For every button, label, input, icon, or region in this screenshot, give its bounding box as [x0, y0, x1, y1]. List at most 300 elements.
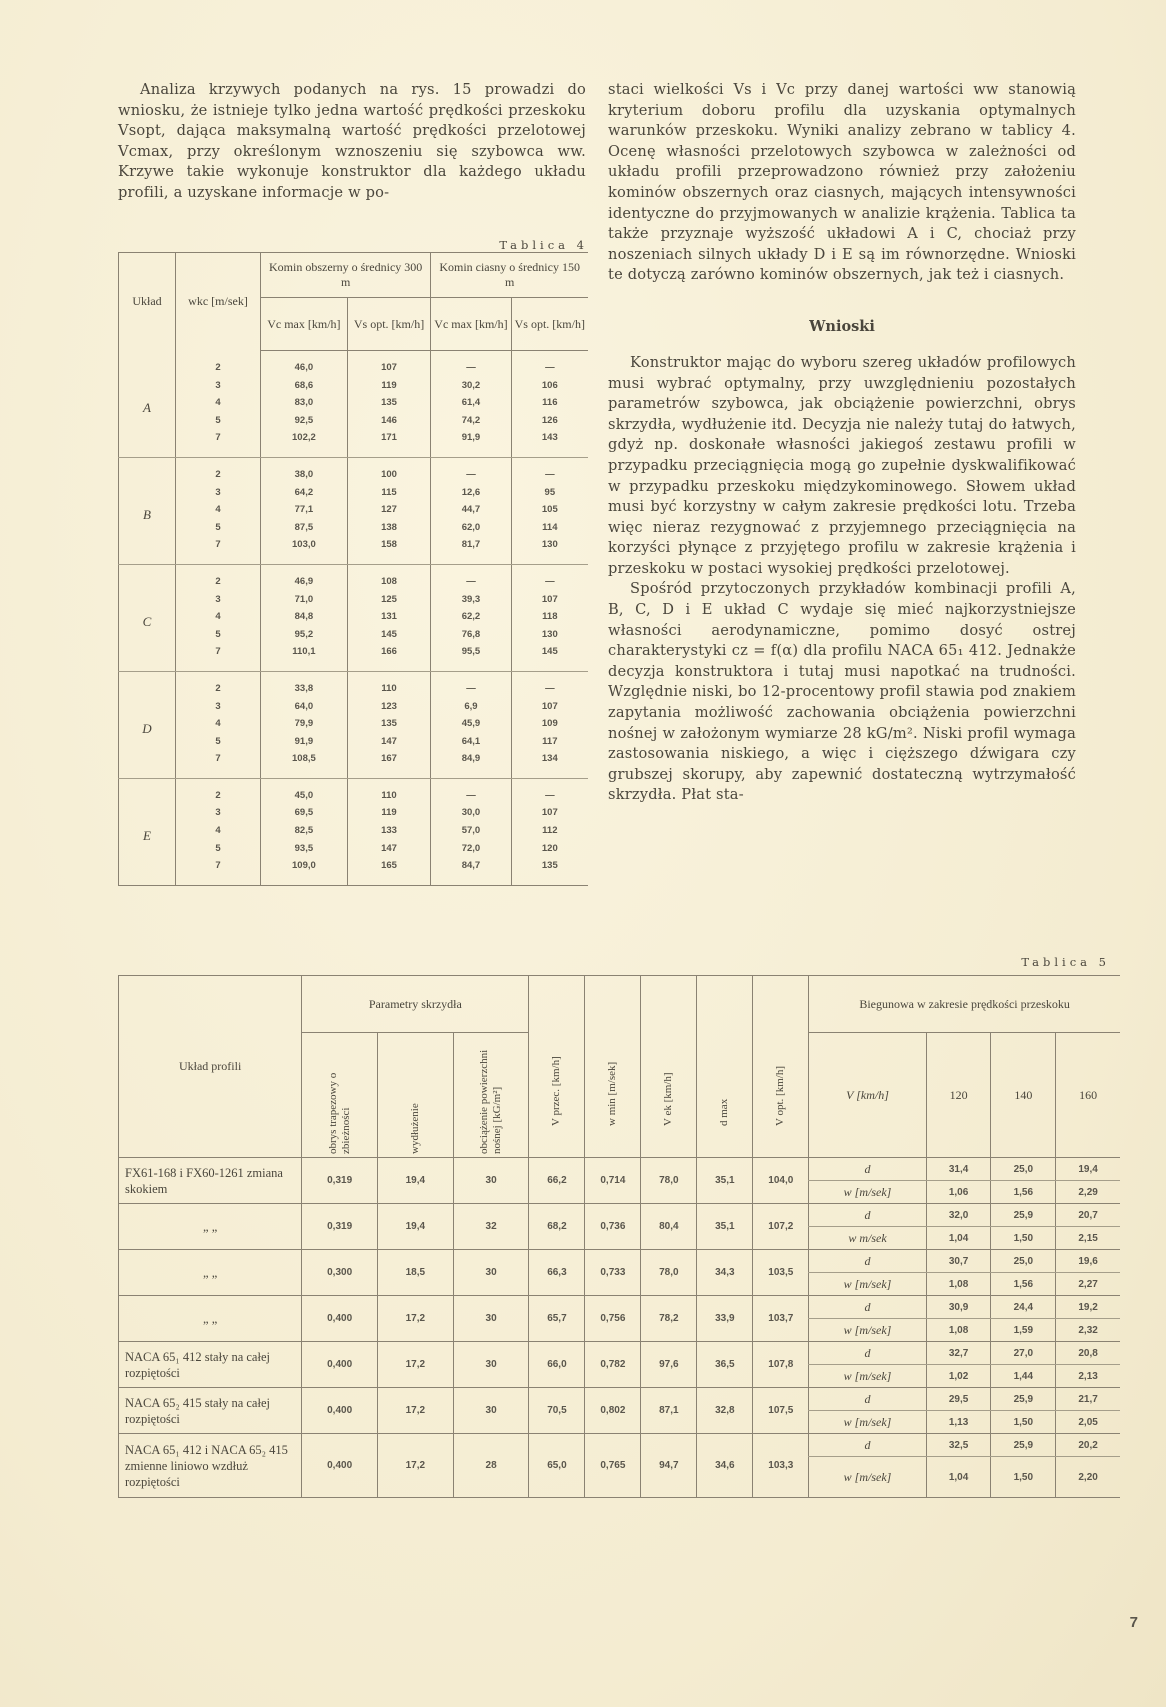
table-cell: 5	[176, 412, 261, 430]
table-cell: 108,5	[261, 750, 348, 778]
table-row	[119, 536, 589, 564]
table-cell: 166	[347, 643, 431, 671]
table-row	[119, 457, 589, 483]
profile-name: „ „	[119, 1296, 302, 1342]
w-value: 1,08	[926, 1319, 991, 1342]
cell-dmax: 34,3	[697, 1250, 753, 1296]
table-cell: 45,9	[431, 715, 511, 733]
header-biegunowa: Biegunowa w zakresie prędkości przeskoku	[809, 976, 1120, 1033]
table-cell: 81,7	[431, 536, 511, 564]
cell-wydl: 17,2	[378, 1342, 454, 1388]
table-cell: 84,9	[431, 750, 511, 778]
w-value: 2,29	[1056, 1181, 1120, 1204]
table-cell: 133	[347, 822, 431, 840]
right-column	[608, 80, 1076, 806]
header-wkc: wkc [m/sek]	[176, 253, 261, 351]
table-cell: 135	[511, 857, 588, 885]
w-value: 1,44	[991, 1365, 1056, 1388]
cell-obc: 32	[453, 1204, 529, 1250]
w-value: 1,50	[991, 1457, 1056, 1498]
table-cell: 143	[511, 429, 588, 457]
table-row	[119, 501, 589, 519]
table-cell: 92,5	[261, 412, 348, 430]
cell-obrys: 0,400	[302, 1342, 378, 1388]
d-label: d	[809, 1296, 926, 1319]
cell-vopt: 107,2	[753, 1204, 809, 1250]
table-cell: 6,9	[431, 698, 511, 716]
d-value: 25,9	[991, 1204, 1056, 1227]
section-title-wnioski: Wnioski	[809, 317, 875, 335]
header-speed-160: 160	[1056, 1033, 1120, 1158]
table-cell: 3	[176, 377, 261, 395]
table-cell: 3	[176, 698, 261, 716]
d-label: d	[809, 1204, 926, 1227]
table-row	[119, 778, 589, 804]
cell-obrys: 0,319	[302, 1158, 378, 1204]
group-label: B	[119, 457, 176, 564]
cell-vprzec: 66,3	[529, 1250, 585, 1296]
d-value: 21,7	[1056, 1388, 1120, 1411]
d-label: d	[809, 1250, 926, 1273]
cell-vprzec: 68,2	[529, 1204, 585, 1250]
cell-vek: 78,0	[641, 1250, 697, 1296]
table-cell: 95,5	[431, 643, 511, 671]
table-cell: 7	[176, 536, 261, 564]
table-row	[119, 715, 589, 733]
w-value: 1,59	[991, 1319, 1056, 1342]
table-cell: 91,9	[261, 733, 348, 751]
table-cell: 7	[176, 429, 261, 457]
table-cell: —	[511, 351, 588, 377]
table-cell: 44,7	[431, 501, 511, 519]
table-cell: 33,8	[261, 671, 348, 697]
cell-vek: 80,4	[641, 1204, 697, 1250]
w-value: 1,50	[991, 1227, 1056, 1250]
table-cell: 107	[347, 351, 431, 377]
cell-dmax: 35,1	[697, 1204, 753, 1250]
d-value: 19,6	[1056, 1250, 1120, 1273]
cell-obc: 30	[453, 1250, 529, 1296]
table-cell: 64,2	[261, 484, 348, 502]
cell-wmin: 0,802	[585, 1388, 641, 1434]
d-value: 20,7	[1056, 1204, 1120, 1227]
table-cell: 147	[347, 733, 431, 751]
table-cell: 146	[347, 412, 431, 430]
table-cell: 77,1	[261, 501, 348, 519]
cell-obrys: 0,400	[302, 1434, 378, 1498]
table-5-label: Tablica 5	[1021, 955, 1110, 969]
w-value: 1,56	[991, 1181, 1056, 1204]
table-cell: 62,0	[431, 519, 511, 537]
d-value: 25,9	[991, 1434, 1056, 1457]
w-label: w [m/sek]	[809, 1365, 926, 1388]
table-cell: 4	[176, 715, 261, 733]
table-cell: 30,2	[431, 377, 511, 395]
table-cell: 100	[347, 457, 431, 483]
header-speed-120: 120	[926, 1033, 991, 1158]
d-label: d	[809, 1388, 926, 1411]
w-value: 1,04	[926, 1457, 991, 1498]
header-vek: V ek [km/h]	[662, 1071, 675, 1126]
profile-name: NACA 65₂ 415 stały na całej rozpiętości	[119, 1388, 302, 1434]
cell-obc: 30	[453, 1342, 529, 1388]
table-row	[119, 840, 589, 858]
header-obrys: obrys trapezowy o zbieżności	[326, 1072, 352, 1154]
w-value: 1,13	[926, 1411, 991, 1434]
table-cell: 30,0	[431, 804, 511, 822]
table-row	[119, 1434, 1121, 1457]
cell-obrys: 0,300	[302, 1250, 378, 1296]
table-cell: 38,0	[261, 457, 348, 483]
header-wydluzenie: wydłużenie	[408, 1103, 421, 1154]
table-row	[119, 564, 589, 590]
cell-wmin: 0,714	[585, 1158, 641, 1204]
table-row	[119, 698, 589, 716]
table-cell: 74,2	[431, 412, 511, 430]
table-row	[119, 484, 589, 502]
header-vcmax-1: Vc max [km/h]	[261, 298, 348, 351]
header-vcmax-2: Vc max [km/h]	[431, 298, 511, 351]
table-cell: 87,5	[261, 519, 348, 537]
header-dmax: d max	[718, 1098, 731, 1126]
header-komin-obszerny: Komin obszerny o średnicy 300 m	[261, 253, 431, 298]
table-cell: 57,0	[431, 822, 511, 840]
table-cell: 95,2	[261, 626, 348, 644]
table-cell: —	[511, 457, 588, 483]
table-cell: 46,9	[261, 564, 348, 590]
table-row	[119, 429, 589, 457]
table-row	[119, 1296, 1121, 1319]
table-cell: 102,2	[261, 429, 348, 457]
cell-dmax: 35,1	[697, 1158, 753, 1204]
w-value: 2,32	[1056, 1319, 1120, 1342]
cell-wmin: 0,736	[585, 1204, 641, 1250]
table-cell: 82,5	[261, 822, 348, 840]
table-cell: 4	[176, 822, 261, 840]
table-row	[119, 412, 589, 430]
table-cell: 167	[347, 750, 431, 778]
table-cell: 107	[511, 698, 588, 716]
d-value: 25,9	[991, 1388, 1056, 1411]
table-row	[119, 671, 589, 697]
table-cell: 145	[347, 626, 431, 644]
cell-wmin: 0,733	[585, 1250, 641, 1296]
table-cell: 76,8	[431, 626, 511, 644]
table-cell: 130	[511, 536, 588, 564]
table-row	[119, 733, 589, 751]
w-label: w [m/sek]	[809, 1181, 926, 1204]
w-value: 1,02	[926, 1365, 991, 1388]
header-vsopt-1: Vs opt. [km/h]	[347, 298, 431, 351]
table-cell: 135	[347, 715, 431, 733]
table-cell: 84,8	[261, 608, 348, 626]
table-row	[119, 804, 589, 822]
d-value: 30,9	[926, 1296, 991, 1319]
table-cell: 64,1	[431, 733, 511, 751]
cell-vek: 78,0	[641, 1158, 697, 1204]
table-cell: 134	[511, 750, 588, 778]
header-vprzec: V przec. [km/h]	[550, 1055, 563, 1126]
cell-vopt: 104,0	[753, 1158, 809, 1204]
table-cell: 5	[176, 626, 261, 644]
w-value: 2,15	[1056, 1227, 1120, 1250]
table-cell: 95	[511, 484, 588, 502]
table-row	[119, 1388, 1121, 1411]
table-cell: 12,6	[431, 484, 511, 502]
table-cell: 2	[176, 564, 261, 590]
d-value: 27,0	[991, 1342, 1056, 1365]
table-cell: 118	[511, 608, 588, 626]
header-parametry-skrzydla: Parametry skrzydła	[302, 976, 529, 1033]
table-cell: —	[511, 564, 588, 590]
table-row	[119, 608, 589, 626]
cell-wydl: 17,2	[378, 1388, 454, 1434]
d-value: 32,7	[926, 1342, 991, 1365]
header-uklad-profili: Układ profili	[119, 976, 302, 1158]
cell-obc: 30	[453, 1296, 529, 1342]
table-cell: 5	[176, 519, 261, 537]
table-cell: 130	[511, 626, 588, 644]
table-cell: 83,0	[261, 394, 348, 412]
d-label: d	[809, 1342, 926, 1365]
cell-dmax: 32,8	[697, 1388, 753, 1434]
cell-vprzec: 70,5	[529, 1388, 585, 1434]
group-label: E	[119, 778, 176, 885]
right-paragraph-3: Spośród przytoczonych przykładów kombinacji profili A, B, C, D i E układ C wydaje się mieć najkorzystniejsze własności aerodynamiczne, pomimo dosyć ostrej charakterystyki cz = f(α) dla profilu NACA 65₁ 412. Jednakże decyzja konstruktora i tutaj musi napotkać na trudności. Względnie niski, bo 12-procentowy profil stawia pod znakiem zapytania możliwość zachowania obciążenia powierzchni nośnej w założonym wymiarze 28 kG/m². Niski profil wymaga zastosowania niskiego, a więc i cięższego dźwigara czy grubszej skorupy, aby zapewnić dostateczną wytrzymałość skrzydła. Płat sta-	[608, 580, 1076, 804]
table-cell: 127	[347, 501, 431, 519]
w-label: w [m/sek]	[809, 1273, 926, 1296]
table-cell: 4	[176, 608, 261, 626]
header-wmin: w min [m/sek]	[606, 1061, 619, 1126]
table-cell: 110,1	[261, 643, 348, 671]
w-value: 2,05	[1056, 1411, 1120, 1434]
table-row	[119, 643, 589, 671]
table-cell: 106	[511, 377, 588, 395]
w-value: 1,04	[926, 1227, 991, 1250]
w-label: w [m/sek]	[809, 1457, 926, 1498]
cell-vopt: 103,7	[753, 1296, 809, 1342]
cell-wmin: 0,765	[585, 1434, 641, 1498]
table-row	[119, 1158, 1121, 1181]
cell-dmax: 33,9	[697, 1296, 753, 1342]
cell-vek: 87,1	[641, 1388, 697, 1434]
table-cell: 109	[511, 715, 588, 733]
table-cell: 2	[176, 778, 261, 804]
d-value: 19,4	[1056, 1158, 1120, 1181]
table-row	[119, 591, 589, 609]
w-value: 2,27	[1056, 1273, 1120, 1296]
cell-wmin: 0,756	[585, 1296, 641, 1342]
cell-vprzec: 66,2	[529, 1158, 585, 1204]
table-cell: 2	[176, 671, 261, 697]
table-cell: 138	[347, 519, 431, 537]
d-value: 30,7	[926, 1250, 991, 1273]
d-label: d	[809, 1434, 926, 1457]
table-cell: 107	[511, 804, 588, 822]
right-paragraph-2: Konstruktor mając do wyboru szereg układów profilowych musi wybrać optymalny, przy uwzględnieniu pozostałych parametrów szybowca, jak obciążenie powierzchni, obrys skrzydła, wydłużenie itd. Decyzja nie należy tutaj do łatwych, gdyż np. doskonałe własności jakiegoś zestawu profili w przypadku przeciągnięcia mogą go zupełnie dyskwalifikować w przypadku przeskoku międzykominowego. Słowem układ musi być korzystny w całym zakresie prędkości lotu. Trzeba więc nieraz rezygnować z przyjemnego przeciągnięcia na korzyści płynące z przyjętego profilu w zakresie krążenia i przeskoku w postaci wysokiej prędkości przelotowej.	[608, 353, 1076, 577]
table-row	[119, 626, 589, 644]
cell-vopt: 107,5	[753, 1388, 809, 1434]
table-row	[119, 750, 589, 778]
table-row	[119, 519, 589, 537]
table-cell: 147	[347, 840, 431, 858]
table-cell: 93,5	[261, 840, 348, 858]
table-cell: 61,4	[431, 394, 511, 412]
d-label: d	[809, 1158, 926, 1181]
table-cell: 116	[511, 394, 588, 412]
table-row	[119, 857, 589, 885]
cell-obc: 28	[453, 1434, 529, 1498]
cell-obrys: 0,400	[302, 1296, 378, 1342]
table-cell: 68,6	[261, 377, 348, 395]
table-cell: —	[431, 351, 511, 377]
cell-obrys: 0,400	[302, 1388, 378, 1434]
table-cell: 91,9	[431, 429, 511, 457]
table-cell: —	[511, 671, 588, 697]
profile-name: NACA 65₁ 412 i NACA 65₂ 415 zmienne liniowo wzdłuż rozpiętości	[119, 1434, 302, 1498]
header-v-kmh: V [km/h]	[809, 1033, 926, 1158]
cell-wmin: 0,782	[585, 1342, 641, 1388]
table-cell: 103,0	[261, 536, 348, 564]
page-number: 7	[1129, 1614, 1138, 1631]
table-cell: 7	[176, 643, 261, 671]
table-cell: 72,0	[431, 840, 511, 858]
profile-name: „ „	[119, 1204, 302, 1250]
table-cell: 3	[176, 591, 261, 609]
cell-vprzec: 66,0	[529, 1342, 585, 1388]
table-cell: 2	[176, 457, 261, 483]
w-value: 1,08	[926, 1273, 991, 1296]
header-speed-140: 140	[991, 1033, 1056, 1158]
table-cell: 171	[347, 429, 431, 457]
table-cell: 119	[347, 804, 431, 822]
w-value: 1,50	[991, 1411, 1056, 1434]
table-row	[119, 394, 589, 412]
table-cell: 145	[511, 643, 588, 671]
cell-vprzec: 65,0	[529, 1434, 585, 1498]
group-label: D	[119, 671, 176, 778]
table-row	[119, 1342, 1121, 1365]
table-cell: 115	[347, 484, 431, 502]
table-cell: 158	[347, 536, 431, 564]
cell-wydl: 19,4	[378, 1158, 454, 1204]
table-cell: 131	[347, 608, 431, 626]
cell-wydl: 17,2	[378, 1296, 454, 1342]
group-label: C	[119, 564, 176, 671]
d-value: 24,4	[991, 1296, 1056, 1319]
d-value: 25,0	[991, 1250, 1056, 1273]
intro-paragraph: Analiza krzywych podanych na rys. 15 prowadzi do wniosku, że istnieje tylko jedna wartość prędkości przeskoku Vsopt, dająca maksymalną wartość prędkości przelotowej Vcmax, przy określonym wznoszeniu się szybowca ww. Krzywe takie wykonuje konstruktor dla każdego układu profili, a uzyskane informacje w po-	[118, 81, 586, 201]
table-cell: 71,0	[261, 591, 348, 609]
table-cell: 39,3	[431, 591, 511, 609]
d-value: 29,5	[926, 1388, 991, 1411]
w-label: w [m/sek]	[809, 1319, 926, 1342]
w-value: 2,20	[1056, 1457, 1120, 1498]
cell-wydl: 18,5	[378, 1250, 454, 1296]
table-row	[119, 1250, 1121, 1273]
table-cell: 107	[511, 591, 588, 609]
table-cell: 109,0	[261, 857, 348, 885]
table-cell: 112	[511, 822, 588, 840]
group-label: A	[119, 351, 176, 458]
cell-vopt: 103,3	[753, 1434, 809, 1498]
cell-vopt: 107,8	[753, 1342, 809, 1388]
d-value: 32,5	[926, 1434, 991, 1457]
d-value: 20,8	[1056, 1342, 1120, 1365]
w-value: 1,56	[991, 1273, 1056, 1296]
d-value: 19,2	[1056, 1296, 1120, 1319]
table-cell: 110	[347, 778, 431, 804]
profile-name: FX61-168 i FX60-1261 zmiana skokiem	[119, 1158, 302, 1204]
cell-vek: 97,6	[641, 1342, 697, 1388]
header-komin-ciasny: Komin ciasny o średnicy 150 m	[431, 253, 588, 298]
table-cell: 5	[176, 840, 261, 858]
table-cell: 2	[176, 351, 261, 377]
cell-wydl: 17,2	[378, 1434, 454, 1498]
table-cell: —	[431, 671, 511, 697]
table-cell: 3	[176, 484, 261, 502]
d-value: 20,2	[1056, 1434, 1120, 1457]
right-paragraph-1: staci wielkości Vs i Vc przy danej wartości ww stanowią kryterium doboru profilu dla uzyskania optymalnych warunków przeskoku. Wyniki analizy zebrano w tablicy 4. Ocenę własności przelotowych szybowca w zależności od układu profili przeprowadzono również przy założeniu kominów obszernych oraz ciasnych, mających intensywności identyczne do przyjmowanych w analizie krążenia. Tablica ta także przyznaje wyższość układowi A i C, chociaż przy noszeniach silnych układy D i E są im równorzędne. Wnioski te dotyczą zarówno kominów obszernych, jak też i ciasnych.	[608, 81, 1076, 284]
cell-wydl: 19,4	[378, 1204, 454, 1250]
left-column	[118, 80, 586, 204]
table-cell: 119	[347, 377, 431, 395]
header-obciazenie: obciążenie powierzchni nośnej [kG/m²]	[478, 1049, 504, 1154]
table-cell: 108	[347, 564, 431, 590]
d-value: 31,4	[926, 1158, 991, 1181]
table-cell: 84,7	[431, 857, 511, 885]
cell-obc: 30	[453, 1158, 529, 1204]
table-cell: 69,5	[261, 804, 348, 822]
table-row	[119, 351, 589, 377]
cell-vprzec: 65,7	[529, 1296, 585, 1342]
table-row	[119, 822, 589, 840]
table-cell: 117	[511, 733, 588, 751]
table-cell: 120	[511, 840, 588, 858]
cell-dmax: 34,6	[697, 1434, 753, 1498]
table-cell: 7	[176, 750, 261, 778]
table-cell: 125	[347, 591, 431, 609]
table-cell: —	[431, 564, 511, 590]
table-cell: 135	[347, 394, 431, 412]
table-cell: 5	[176, 733, 261, 751]
w-value: 2,13	[1056, 1365, 1120, 1388]
cell-vek: 78,2	[641, 1296, 697, 1342]
table-cell: 79,9	[261, 715, 348, 733]
table-cell: 46,0	[261, 351, 348, 377]
header-vsopt-2: Vs opt. [km/h]	[511, 298, 588, 351]
w-label: w m/sek	[809, 1227, 926, 1250]
table-4	[118, 238, 588, 886]
cell-obrys: 0,319	[302, 1204, 378, 1250]
table-cell: —	[511, 778, 588, 804]
table-cell: 126	[511, 412, 588, 430]
table-cell: 62,2	[431, 608, 511, 626]
table-cell: 165	[347, 857, 431, 885]
table-cell: 105	[511, 501, 588, 519]
cell-obc: 30	[453, 1388, 529, 1434]
cell-vek: 94,7	[641, 1434, 697, 1498]
table-row	[119, 377, 589, 395]
table-cell: 45,0	[261, 778, 348, 804]
table-cell: 7	[176, 857, 261, 885]
header-vopt: V opt. [km/h]	[774, 1065, 787, 1126]
table-5	[118, 975, 1120, 1498]
d-value: 32,0	[926, 1204, 991, 1227]
table-cell: —	[431, 778, 511, 804]
cell-dmax: 36,5	[697, 1342, 753, 1388]
table-4-label: Tablica 4	[499, 238, 588, 252]
